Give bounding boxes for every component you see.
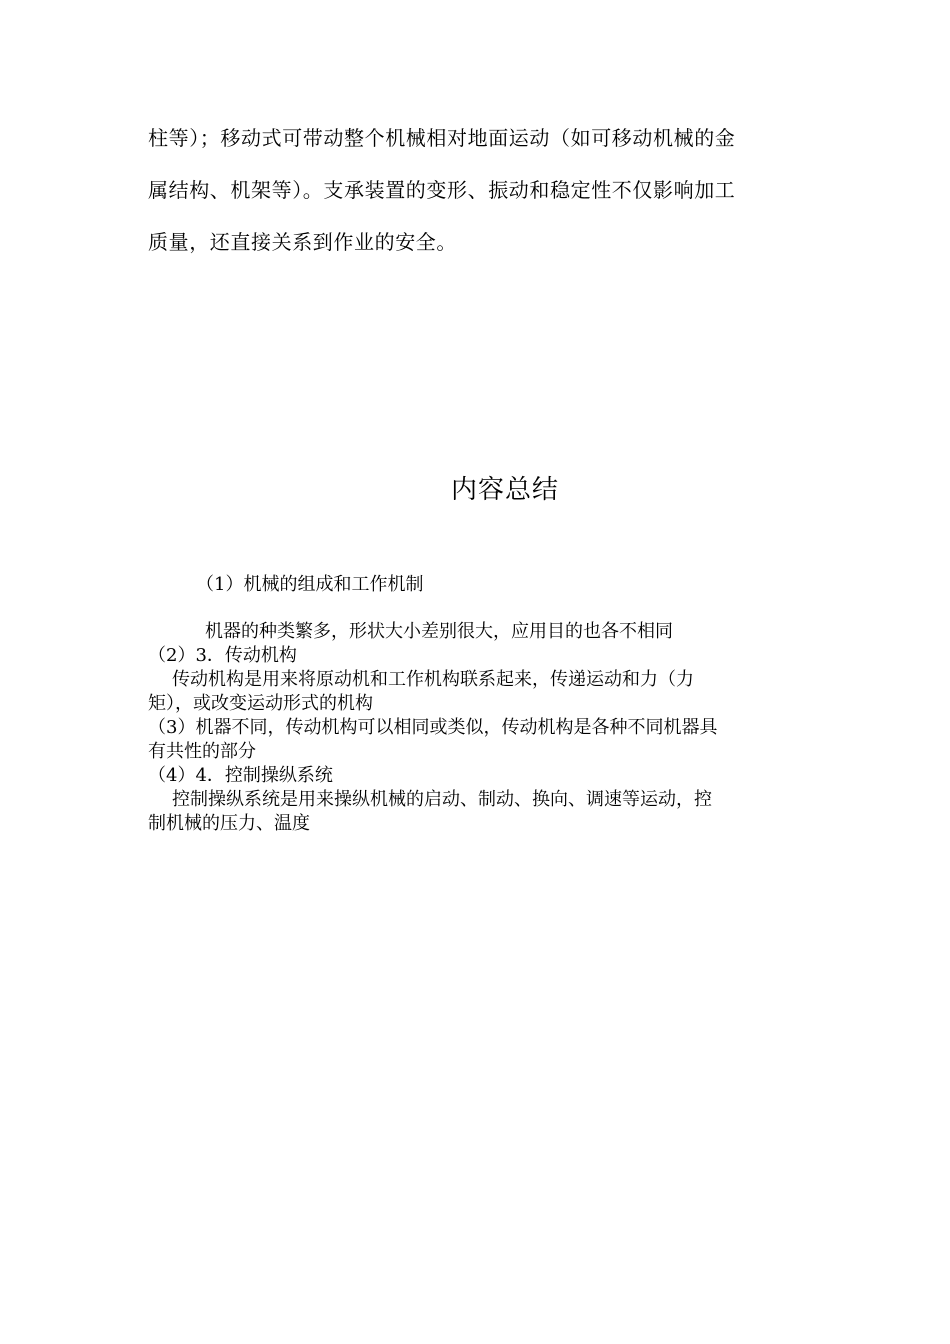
summary-item: （4）4．控制操纵系统 <box>148 765 333 786</box>
summary-item: 机器的种类繁多，形状大小差别很大，应用目的也各不相同 <box>205 621 673 642</box>
intro-line: 柱等）；移动式可带动整个机械相对地面运动（如可移动机械的金 <box>148 126 736 150</box>
intro-line: 质量，还直接关系到作业的安全。 <box>148 230 457 254</box>
summary-item: 有共性的部分 <box>148 741 256 762</box>
summary-item: 制机械的压力、温度 <box>148 813 310 834</box>
intro-line: 属结构、机架等）。支承装置的变形、振动和稳定性不仅影响加工 <box>148 178 736 202</box>
summary-item: 传动机构是用来将原动机和工作机构联系起来，传递运动和力（力 <box>172 669 694 690</box>
summary-item: 矩），或改变运动形式的机构 <box>148 693 373 714</box>
summary-item: （3）机器不同，传动机构可以相同或类似，传动机构是各种不同机器具 <box>148 717 718 738</box>
summary-item: 控制操纵系统是用来操纵机械的启动、制动、换向、调速等运动，控 <box>172 789 712 810</box>
summary-item: （1）机械的组成和工作机制 <box>196 574 424 595</box>
summary-title: 内容总结 <box>450 475 559 505</box>
summary-item: （2）3．传动机构 <box>148 645 297 666</box>
